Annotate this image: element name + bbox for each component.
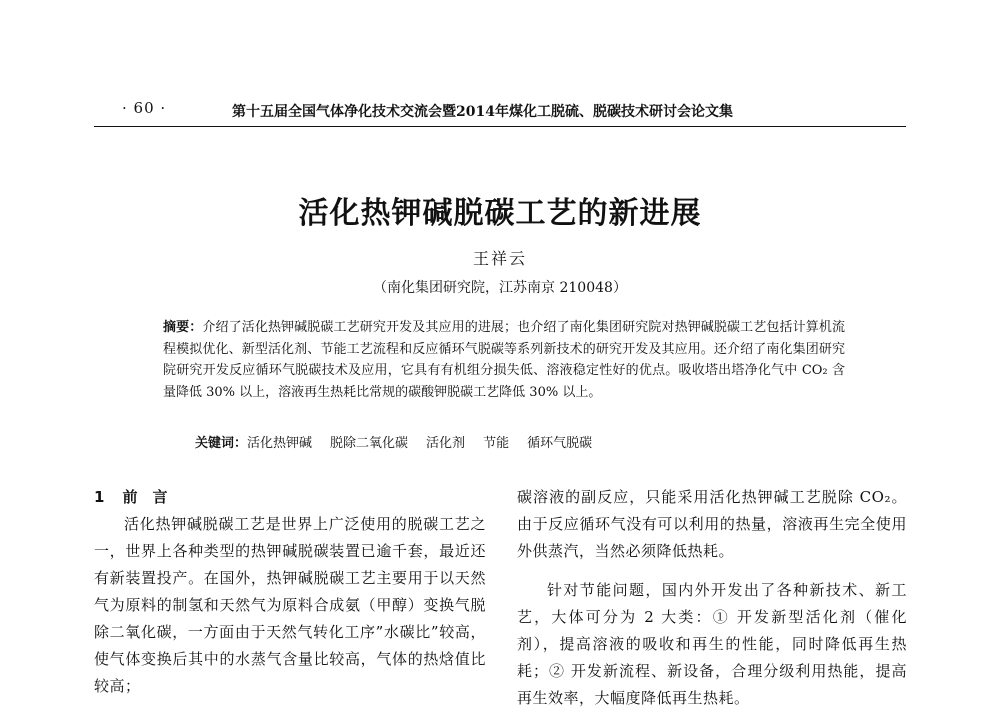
right-column [517, 484, 907, 712]
affiliation: （南化集团研究院，江苏南京 210048） [373, 280, 627, 296]
keywords-label: 关键词： [195, 436, 248, 451]
keyword: 脱除二氧化碳 [330, 436, 409, 451]
abstract-label: 摘要： [163, 320, 203, 335]
running-header: 第十五届全国气体净化技术交流会暨2014年煤化工脱硫、脱碳技术研讨会论文集 [232, 104, 733, 120]
article-title: 活化热钾碱脱碳工艺的新进展 [298, 196, 702, 231]
abstract [163, 317, 845, 403]
keyword: 循环气脱碳 [527, 436, 593, 451]
body-paragraph: 针对节能问题，国内外开发出了各种新技术、新工艺，大体可分为 2 大类：① 开发新型活化剂（催化剂），提高溶液的吸收和再生的性能，同时降低再生热耗；② 开发新流程、新设备，合理分级利用热能，提高再生效率，大幅度降低再生热耗。 [517, 581, 907, 707]
keywords [195, 432, 610, 451]
section-number: 1 [94, 488, 105, 506]
page-number: · 60 · [122, 99, 167, 117]
body-paragraph: 碳溶液的副反应，只能采用活化热钾碱工艺脱除 CO₂。由于反应循环气没有可以利用的热量，溶液再生完全使用外供蒸汽，当然必须降低热耗。 [517, 488, 907, 560]
keyword: 节能 [483, 436, 510, 451]
body-paragraph: 活化热钾碱脱碳工艺是世界上广泛使用的脱碳工艺之一，世界上各种类型的热钾碱脱碳装置已逾千套，最近还有新装置投产。在国外，热钾碱脱碳工艺主要用于以天然气为原料的制氢和天然气为原料合成氨（甲醇）变换气脱除二氧化碳，一方面由于天然气转化工序”水碳比”较高，使气体变换后其中的水蒸气含量比较高，气体的热焓值比较高； [94, 515, 486, 695]
section-title: 前 言 [122, 488, 168, 506]
keyword: 活化剂 [426, 436, 466, 451]
header-rule [94, 126, 906, 127]
author: 王祥云 [472, 249, 527, 268]
left-column [94, 484, 486, 700]
section-heading [94, 484, 486, 511]
keyword: 活化热钾碱 [247, 436, 313, 451]
abstract-text: 介绍了活化热钾碱脱碳工艺研究开发及其应用的进展；也介绍了南化集团研究院对热钾碱脱碳工艺包括计算机流程模拟优化、新型活化剂、节能工艺流程和反应循环气脱碳等系列新技术的研究开发及其应用。还介绍了南化集团研究院研究开发反应循环气脱碳技术及应用，它具有有机组分损失低、溶液稳定性好的优点。吸收塔出塔净化气中 CO₂ 含量降低 30% 以上，溶液再生热耗比常规的碳酸钾脱碳工艺降低 30% 以上。 [163, 320, 845, 400]
